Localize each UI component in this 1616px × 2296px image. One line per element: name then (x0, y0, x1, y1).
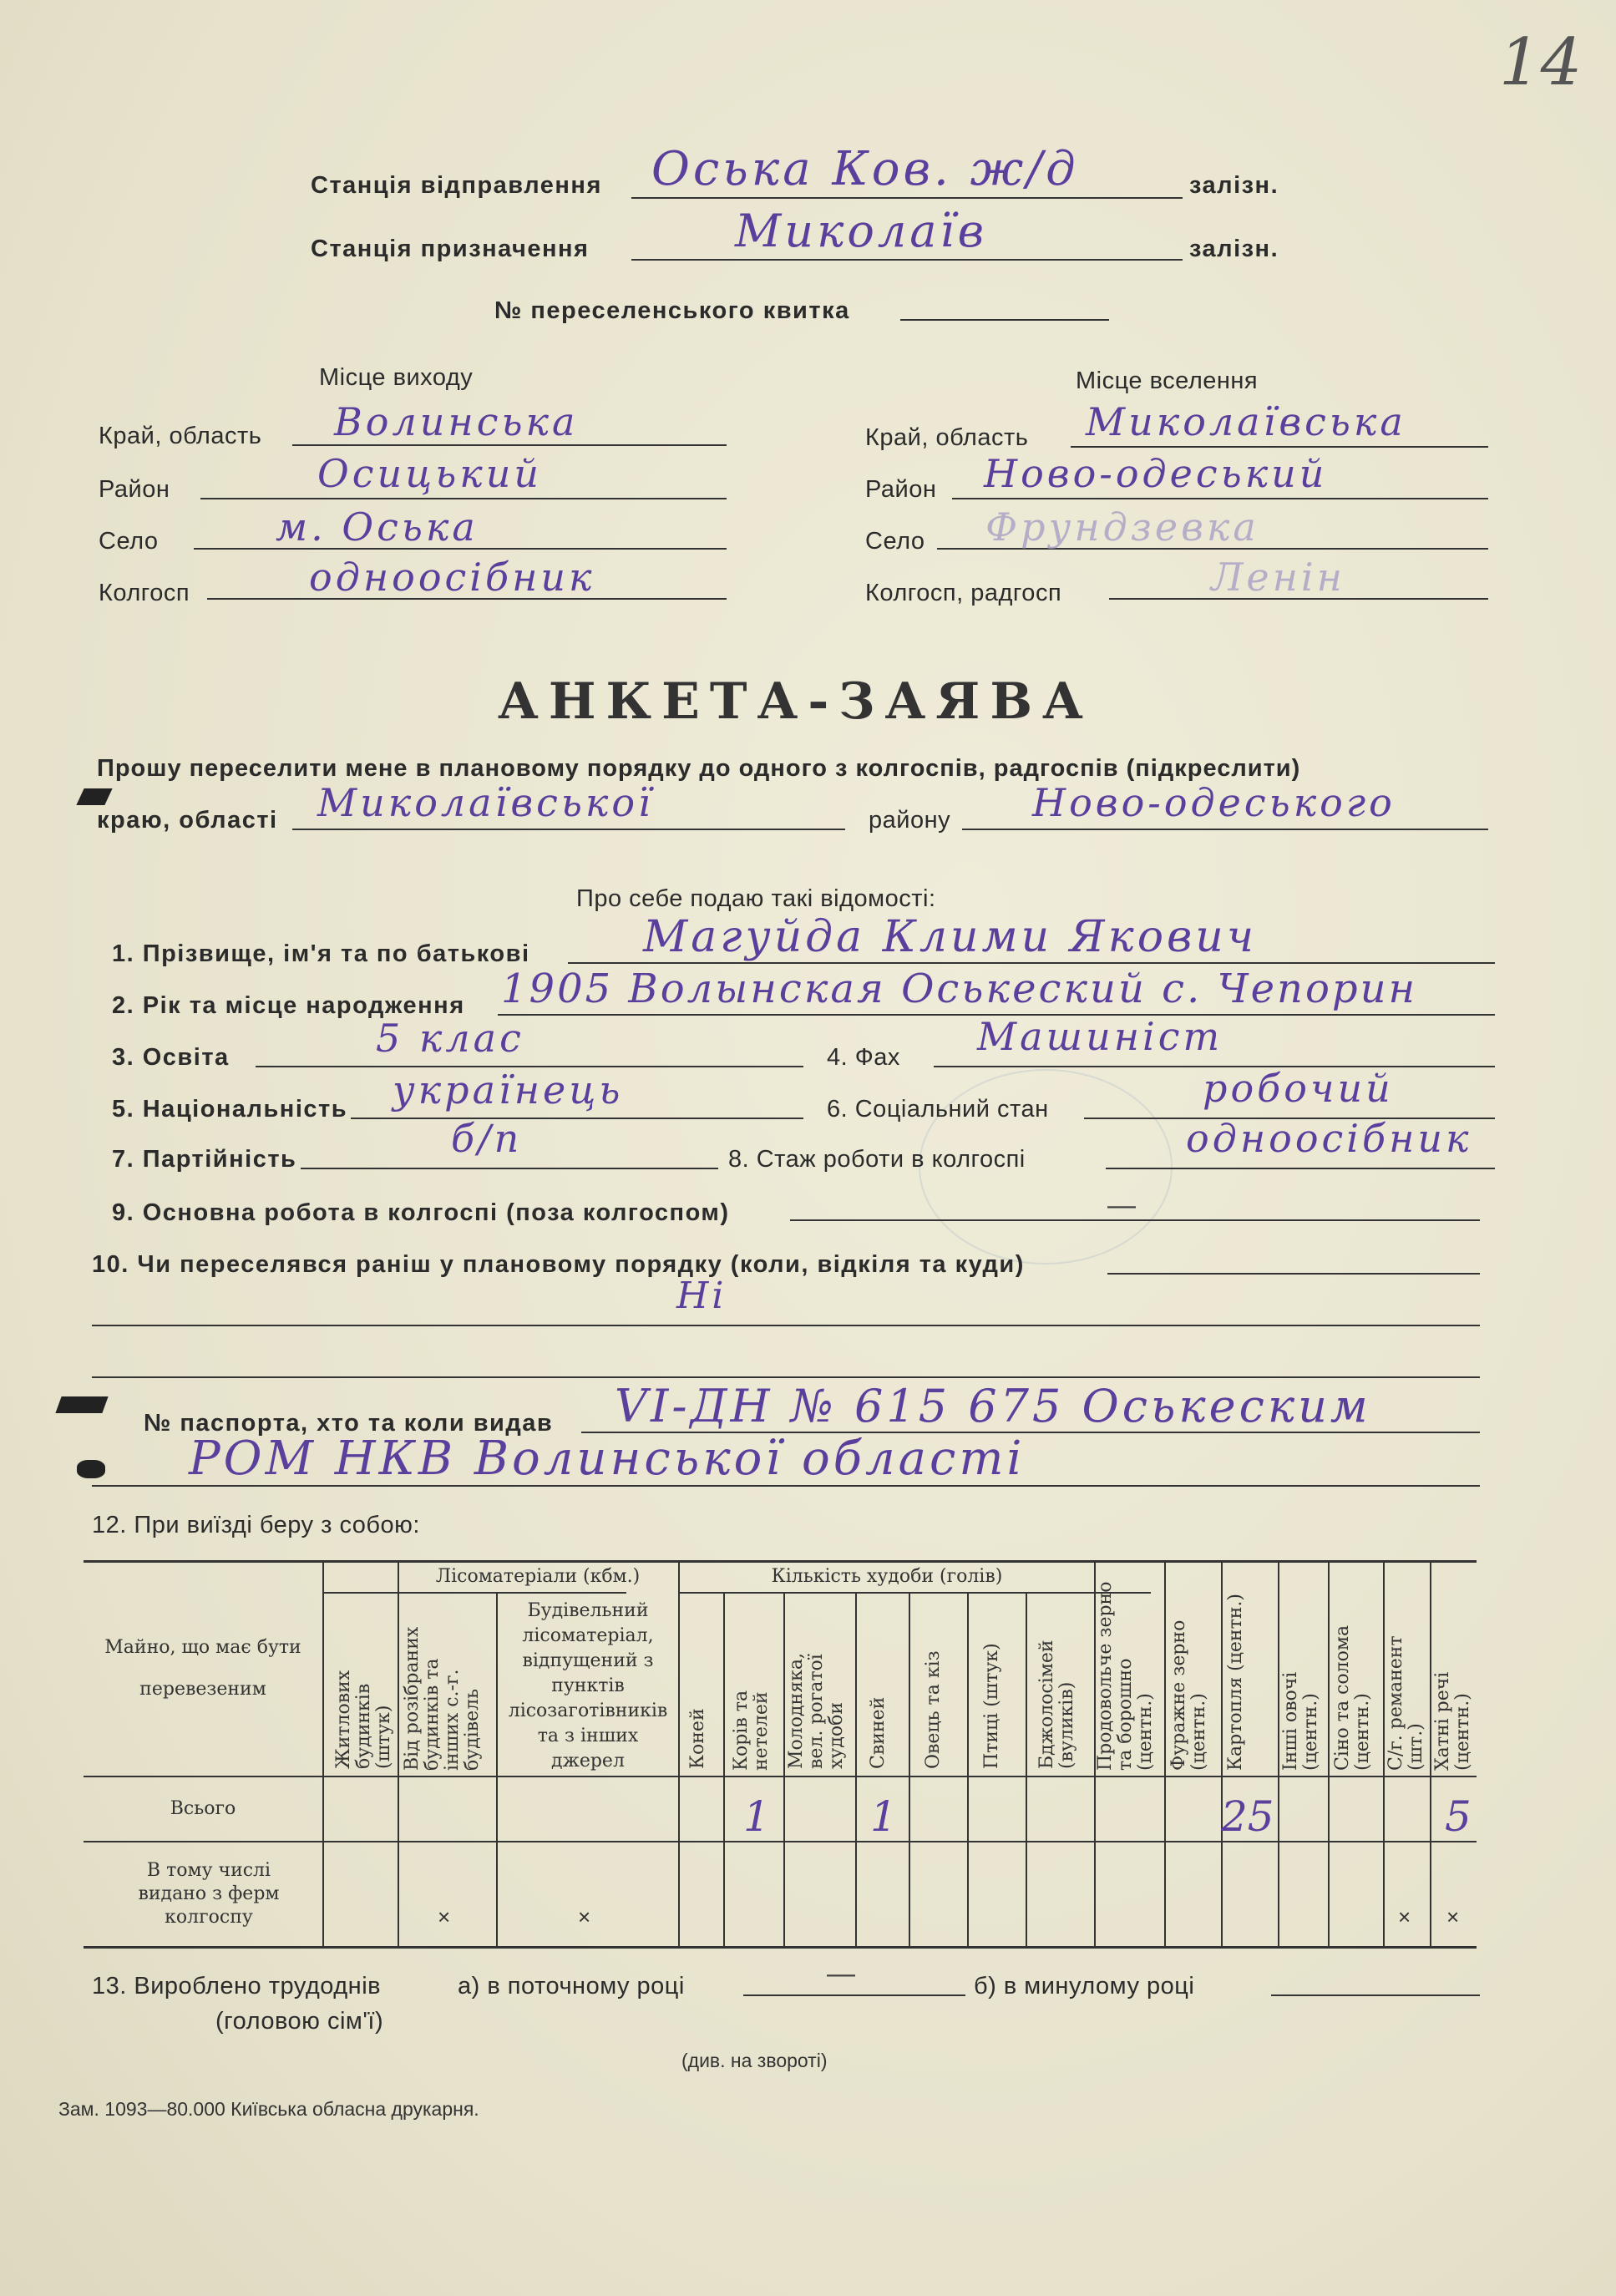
destination-station-suffix: залізн. (1189, 236, 1279, 262)
section-13-sub: (головою сім'ї) (215, 2008, 384, 2035)
origin-region-value: Волинська (334, 399, 579, 444)
field-3-label: 3. Освіта (112, 1044, 230, 1071)
destination-station-value: Миколаїв (735, 205, 988, 257)
origin-kolkhoz-label: Колгосп (99, 580, 190, 606)
total-potatoes: 25 (1221, 1792, 1274, 1841)
origin-region-line (292, 444, 727, 446)
origin-kolkhoz-value: одноосібник (309, 555, 595, 600)
field-5-value: українець (393, 1067, 624, 1113)
ticket-label: № переселенського квитка (494, 297, 850, 324)
field-1-label: 1. Прізвище, ім'я та по батькові (112, 940, 530, 967)
section-13-b-line (1271, 1994, 1480, 1996)
col-line-9 (967, 1592, 969, 1946)
col-line-6 (783, 1592, 785, 1946)
departure-value: Оська Ков. ж/д (651, 142, 1079, 196)
section-13-a-label: а) в поточному році (458, 1973, 685, 1999)
request-district-line (962, 829, 1488, 830)
th-property: Майно, що має бути перевезеним (104, 1637, 301, 1700)
field-11-value-2: РОМ НКВ Волинської області (189, 1432, 1026, 1486)
field-9-value: — (1107, 1189, 1136, 1221)
th-building-timber: Будівельний лісоматеріал, відпущений з пунктів лісозаготівників та з інших джерел (508, 1600, 668, 1771)
th-dismantled: Від розібраних будинків та інших с.-г. будівель (402, 1626, 483, 1771)
field-5-line (351, 1118, 803, 1119)
timber-group-line (322, 1592, 626, 1594)
margin-mark (76, 788, 112, 805)
col-line-10 (1026, 1592, 1027, 1946)
destination-station-label: Станція призначення (311, 236, 590, 262)
destination-region-label: Край, область (865, 424, 1029, 451)
col-line-14 (1278, 1560, 1279, 1946)
destination-district-value: Ново-одеський (984, 451, 1328, 496)
destination-kolkhoz-value: Ленін (1211, 555, 1345, 600)
col-line-16 (1383, 1560, 1385, 1946)
destination-village-value: Фрундзевка (985, 504, 1259, 550)
col-line-4 (678, 1560, 680, 1946)
destination-station-line (631, 259, 1183, 261)
col-line-3 (496, 1592, 498, 1946)
margin-mark-11b (77, 1460, 105, 1478)
col-line-13 (1221, 1560, 1223, 1946)
field-4-label: 4. Фах (827, 1044, 900, 1071)
departure-suffix: залізн. (1189, 172, 1279, 199)
destination-region-line (1071, 446, 1488, 448)
origin-heading: Місце виходу (319, 364, 474, 391)
col-line-7 (855, 1592, 857, 1946)
col-line-5 (723, 1592, 725, 1946)
field-8-value: одноосібник (1186, 1116, 1472, 1161)
destination-district-label: Район (865, 476, 937, 503)
origin-district-value: Осицький (317, 451, 542, 496)
field-7-label: 7. Партійність (112, 1146, 297, 1173)
th-feed-grain: Фуражне зерно (центн.) (1168, 1619, 1209, 1771)
row-kolkhoz-label: В тому числі видано з ферм колгоспу (138, 1860, 280, 1928)
field-10-line-c (92, 1376, 1480, 1378)
origin-district-label: Район (99, 476, 170, 503)
field-10-line-b (92, 1325, 1480, 1326)
x-building: × (578, 1904, 591, 1929)
field-12-label: 12. При виїзді беру з собою: (92, 1512, 420, 1538)
section-13-a-line (743, 1994, 965, 1996)
row-total-label: Всього (170, 1798, 236, 1819)
field-1-value: Магуйда Клими Якович (643, 912, 1258, 962)
departure-line (631, 197, 1183, 199)
th-timber-group: Лісоматеріали (кбм.) (435, 1566, 641, 1587)
total-pigs: 1 (870, 1792, 897, 1841)
th-dwellings: Житлових будинків (штук) (333, 1670, 394, 1769)
field-1-line (568, 962, 1495, 964)
destination-region-value: Миколаївська (1086, 399, 1406, 444)
field-11-label: № паспорта, хто та коли видав (144, 1410, 554, 1437)
field-5-label: 5. Національність (112, 1096, 348, 1123)
x-tools: × (1398, 1904, 1411, 1929)
departure-label: Станція відправлення (311, 172, 602, 199)
col-line-15 (1328, 1560, 1330, 1946)
total-household: 5 (1445, 1792, 1472, 1841)
property-table (84, 1560, 1477, 1946)
th-young-cattle: Молодняка, вел. рогатої худоби (786, 1653, 847, 1769)
col-line-12 (1164, 1560, 1166, 1946)
printer-imprint: Зам. 1093—80.000 Київська обласна друкарня. (58, 2098, 479, 2120)
th-vegetables: Інші овочі (центн.) (1280, 1671, 1321, 1771)
section-13-a-value: — (827, 1958, 855, 1989)
see-reverse-note: (див. на звороті) (681, 2050, 828, 2071)
section-13-label: 13. Вироблено трудоднів (92, 1973, 382, 1999)
th-tools: С/г. реманент (шт.) (1386, 1635, 1426, 1771)
field-10-line-a (1107, 1273, 1480, 1275)
table-row-border (84, 1841, 1477, 1842)
total-cows: 1 (743, 1792, 770, 1841)
request-region-value: Миколаївської (317, 780, 654, 825)
section-13-b-label: б) в минулому році (974, 1973, 1195, 1999)
field-2-label: 2. Рік та місце народження (112, 992, 465, 1019)
origin-village-value: м. Оська (276, 504, 479, 550)
field-8-line (1106, 1168, 1495, 1169)
field-7-value: б/п (451, 1116, 523, 1161)
destination-heading: Місце вселення (1076, 367, 1259, 394)
field-9-label: 9. Основна робота в колгоспі (поза колгоспом) (112, 1199, 730, 1226)
th-bees: Бджолосімей (вуликів) (1036, 1640, 1077, 1769)
destination-kolkhoz-label: Колгосп, радгосп (865, 580, 1062, 606)
request-district-label: району (869, 807, 951, 834)
destination-village-label: Село (865, 528, 925, 555)
livestock-group-line (678, 1592, 1151, 1594)
table-header-border (84, 1776, 1477, 1777)
th-horses: Коней (687, 1708, 708, 1769)
col-line-2 (398, 1560, 399, 1946)
ticket-line (900, 319, 1109, 321)
th-cows: Корів та нетелей (731, 1690, 772, 1771)
th-poultry: Птиці (штук) (981, 1643, 1002, 1769)
col-line-8 (909, 1592, 910, 1946)
origin-village-label: Село (99, 528, 159, 555)
field-11-value: VI-ДН № 615 675 Оськеским (615, 1380, 1371, 1432)
origin-region-label: Край, область (99, 423, 262, 449)
request-intro: Про себе подаю такі відомості: (576, 885, 936, 912)
request-region-label: краю, області (97, 807, 278, 834)
page-number: 14 (1499, 25, 1583, 100)
th-food-grain: Продовольче зерно та борошно (центн.) (1095, 1581, 1156, 1771)
table-bottom-border (84, 1946, 1477, 1949)
x-household: × (1446, 1904, 1460, 1929)
field-10-label: 10. Чи переселявся раніш у плановому порядку (коли, відкіля та куди) (92, 1251, 1025, 1278)
field-3-value: 5 клас (376, 1016, 524, 1061)
request-text: Прошу переселити мене в плановому порядку до одного з колгоспів, радгоспів (підкреслити) (97, 755, 1301, 782)
col-line-17 (1430, 1560, 1431, 1946)
origin-district-line (200, 498, 727, 499)
th-hay: Сіно та солома (центн.) (1332, 1624, 1373, 1771)
th-sheep: Овець та кіз (923, 1650, 944, 1769)
th-livestock-group: Кількість худоби (голів) (771, 1566, 1003, 1587)
th-household: Хатні речі (центн.) (1432, 1671, 1473, 1771)
th-potatoes: Картопля (центн.) (1225, 1594, 1246, 1771)
form-title: АНКЕТА-ЗАЯВА (498, 672, 1093, 731)
request-region-line (292, 829, 845, 830)
field-8-label: 8. Стаж роботи в колгоспі (728, 1146, 1026, 1173)
request-district-value: Ново-одеського (1032, 780, 1396, 825)
col-line-1 (322, 1560, 324, 1946)
field-4-value: Машиніст (977, 1014, 1223, 1059)
field-6-label: 6. Соціальний стан (827, 1096, 1049, 1123)
field-10-value: Ні (676, 1275, 727, 1317)
field-7-line (301, 1168, 718, 1169)
destination-district-line (952, 498, 1488, 499)
table-top-border (84, 1560, 1477, 1563)
margin-mark-11 (55, 1396, 108, 1413)
field-6-value: робочий (1203, 1066, 1394, 1111)
x-dismantled: × (438, 1904, 451, 1929)
field-2-value: 1905 Волынская Оськеский с. Чепорин (501, 966, 1418, 1012)
th-pigs: Свиней (868, 1696, 889, 1769)
